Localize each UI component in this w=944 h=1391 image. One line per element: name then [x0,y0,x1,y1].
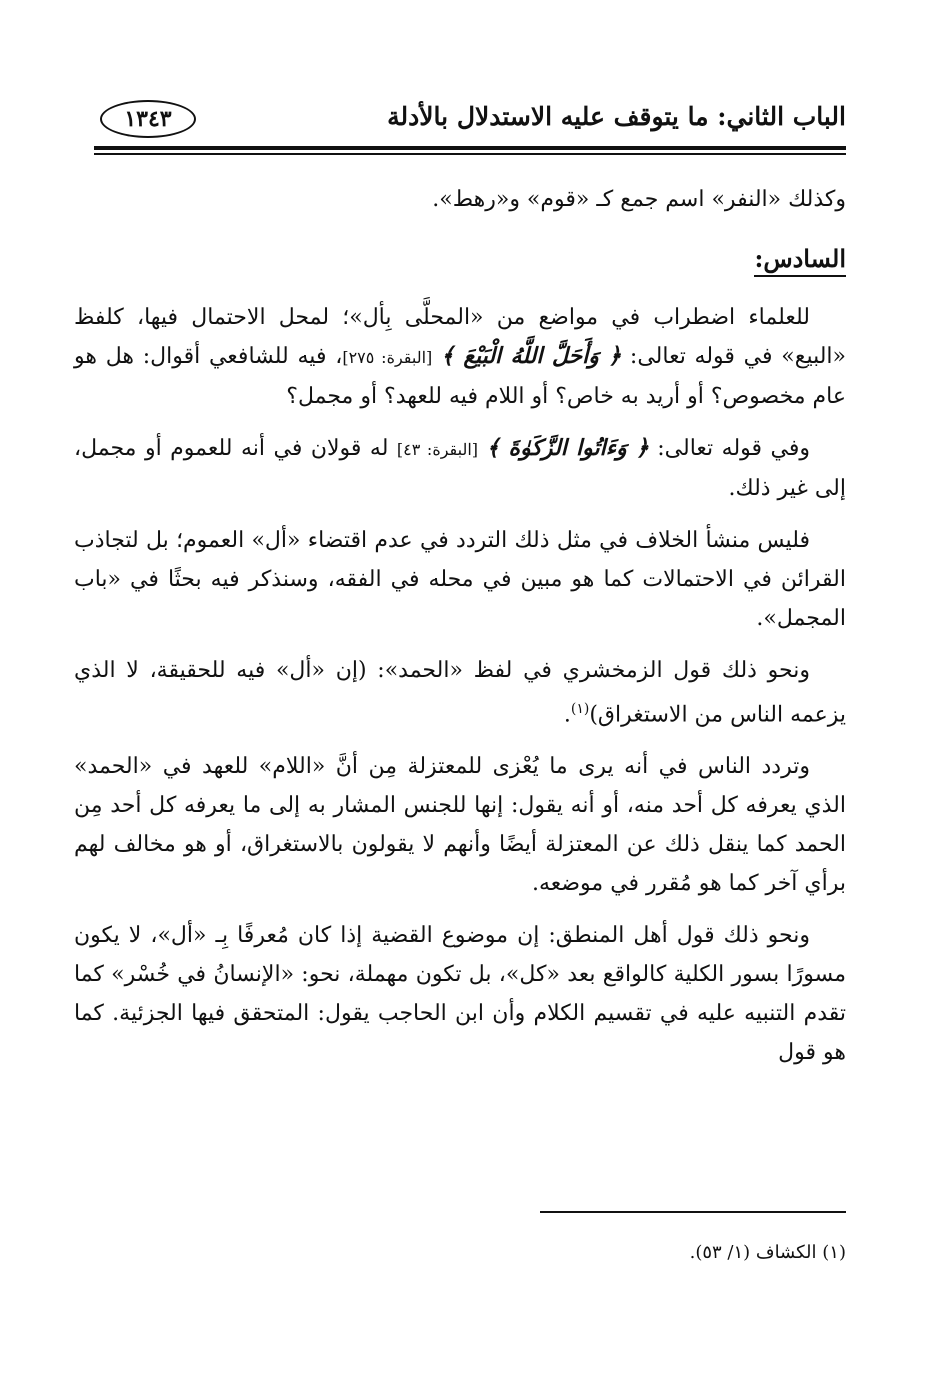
page-header [94,98,846,142]
running-title: الباب الثاني: ما يتوقف عليه الاستدلال بالأدلة [387,102,846,131]
header-rule-thin [94,153,846,155]
body-text [74,180,846,1085]
quran-verse-1: ﴿ وَأَحَلَّ اللَّهُ الْبَيْعَ ﴾ [441,343,622,369]
page-number: ١٣٤٣ [100,100,196,138]
paragraph-6: ونحو ذلك قول أهل المنطق: إن موضوع القضية إذا كان مُعرفًا بِـ «أل»، لا يكون مسورًا بسور الكلية كالواقع بعد «كل»، بل تكون مهملة، نحو: «الإنسانُ في خُسْر» كما تقدم التنبيه عليه في تقسيم الكلام وأن ابن الحاجب يقول: المتحقق فيها الجزئية. كما هو قول [74,923,846,1066]
paragraph-2-text-b: له قولان في أنه للعموم أو مجمل، إلى غير ذلك. [74,436,846,501]
paragraph-4 [74,651,846,734]
quran-verse-2: ﴿ وَءَاتُوا الزَّكَوٰةَ ﴾ [486,435,649,461]
paragraph-4-text-b: . [563,702,571,728]
section-heading-label: السادس: [754,244,846,277]
paragraph-3: فليس منشأ الخلاف في مثل ذلك التردد في عدم اقتضاء «أل» العموم؛ بل لتجاذب القرائن في الاحتمالات كما هو مبين في محله في الفقه، وسنذكر فيه بحثًا في «باب المجمل». [74,528,846,631]
footnote-marker[interactable]: (١) [570,701,590,717]
paragraph-1-text-b: ، فيه للشافعي أقوال: هل هو عام مخصوص؟ أو أريد به خاص؟ أو اللام فيه للعهد؟ أو مجمل؟ [74,344,846,409]
verse-reference-2: [البقرة: ٤٣] [396,440,479,459]
verse-reference-1: [البقرة: ٢٧٥] [342,348,433,367]
paragraph-2-text-a: وفي قوله تعالى: [648,436,811,461]
paragraph-2 [74,429,846,508]
section-heading [74,239,846,278]
header-rule-thick [94,146,846,150]
intro-line: وكذلك «النفر» اسم جمع كـ «قوم» و«رهط». [432,187,846,212]
paragraph-4-text-a: ونحو ذلك قول الزمخشري في لفظ «الحمد»: (إن «أل» فيه للحقيقة، لا الذي يزعمه الناس من الاستغراق) [74,658,846,728]
footnote: (١) الكشاف (١/ ٥٣). [689,1242,846,1263]
paragraph-5: وتردد الناس في أنه يرى ما يُعْزى للمعتزلة مِن أنَّ «اللام» للعهد في «الحمد» الذي يعرفه كل أحد منه، أو أنه يقول: إنها للجنس المشار به إلى ما يعرفه كل أحد مِن الحمد كما ينقل ذلك عن المعتزلة أيضًا وأنهم لا يقولون بالاستغراق، أو هو مخالف لهم برأي آخر كما هو مُقرر في موضعه. [74,754,846,897]
paragraph-1-text-a: للعلماء اضطراب في مواضع من «المحلَّى بِأل»؛ لمحل الاحتمال فيها، كلفظ «البيع» في قوله تعالى: [74,305,847,369]
footnote-separator [540,1211,846,1213]
paragraph-1 [74,298,846,416]
